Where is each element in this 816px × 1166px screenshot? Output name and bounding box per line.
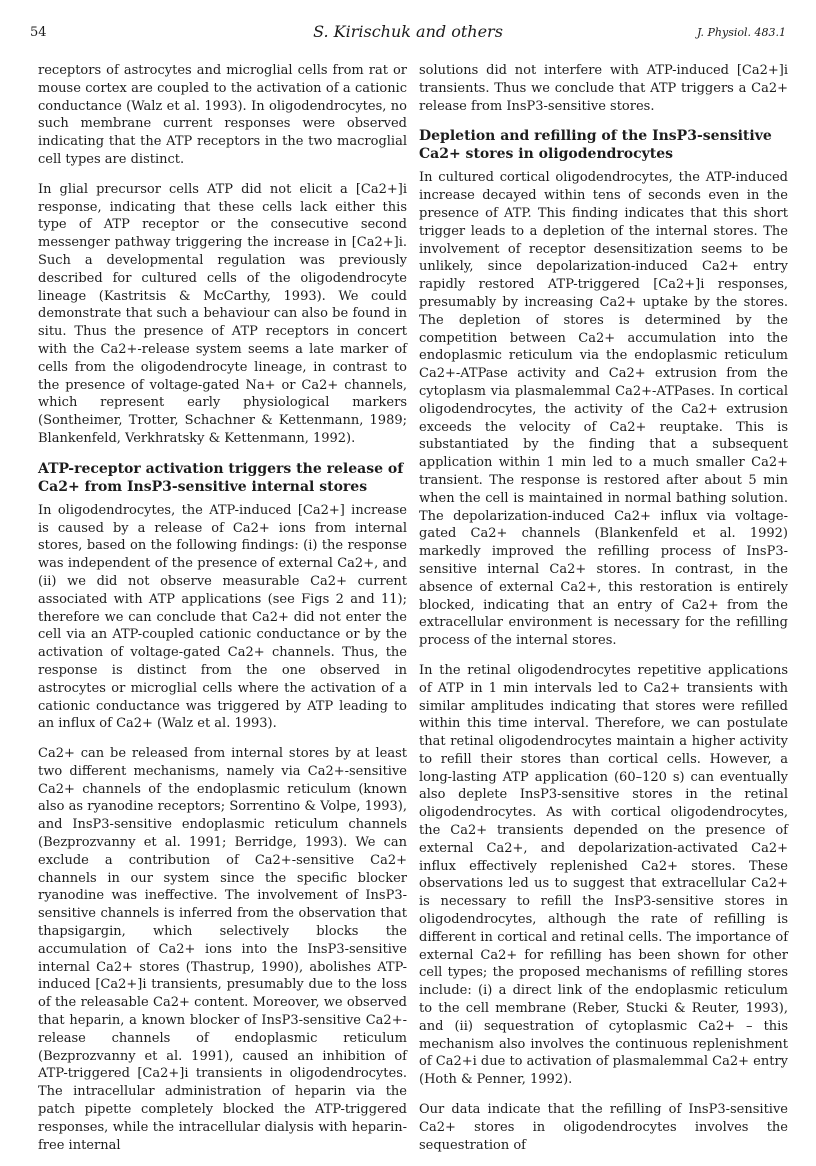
section-heading: Depletion and refilling of the InsP3-sensitive Ca2+ stores in oligodendrocytes — [419, 128, 772, 163]
section-heading: ATP-receptor activation triggers the release of Ca2+ from InsP3-sensitive internal stores — [38, 460, 404, 495]
paragraph: Ca2+ can be released from internal stores by at least two different mechanisms, namely via Ca2+-sensitive Ca2+ channels of the endoplasmic reticulum (known also as ryanodine receptors; Sorrentino & Volpe, 1993), and InsP3-sensitive endoplasmic reticulum channels (Bezprozvanny et al. 1991; Berridge, 1993). We can exclude a contribution of Ca2+-sensitive Ca2+ channels in our system since the specific blocker ryanodine was ineffective. The involvement of InsP3-sensitive channels is inferred from the observation that thapsigargin, which selectively blocks the accumulation of Ca2+ ions into the InsP3-sensitive internal Ca2+ stores (Thastrup, 1990), abolishes ATP-induced [Ca2+]i transients, presumably due to the loss of the releasable Ca2+ content. Moreover, we observed that heparin, a known blocker of InsP3-sensitive Ca2+-release channels of endoplasmic reticulum (Bezprozvanny et al. 1991), caused an inhibition of ATP-triggered [Ca2+]i transients in oligodendrocytes. The intracellular administration of heparin via the patch pipette completely blocked the ATP-triggered responses, while the intracellular dialysis with heparin-free internal — [38, 746, 407, 1153]
paragraph: Our data indicate that the refilling of InsP3-sensitive Ca2+ stores in oligodendrocytes involves the sequestration of — [419, 1102, 788, 1153]
paragraph: receptors of astrocytes and microglial cells from rat or mouse cortex are coupled to the activation of a cationic conductance (Walz et al. 1993). In oligodendrocytes, no such membrane current responses were observed indicating that the ATP receptors in the two macroglial cell types are distinct. — [38, 63, 407, 167]
page-number: 54 — [30, 25, 47, 40]
paragraph: In oligodendrocytes, the ATP-induced [Ca2+] increase is caused by a release of Ca2+ ions from internal stores, based on the following findings: (i) the response was independent of the presence of external Ca2+, and (ii) we did not observe measurable Ca2+ current associated with ATP applications (see Figs 2 and 11); therefore we can conclude that Ca2+ did not enter the cell via an ATP-coupled cationic conductance or by the activation of voltage-gated Ca2+ channels. Thus, the response is distinct from the one observed in astrocytes or microglial cells where the activation of a cationic conductance was triggered by ATP leading to an influx of Ca2+ (Walz et al. 1993). — [38, 502, 407, 732]
journal-reference: J. Physiol. 483.1 — [696, 26, 786, 39]
paragraph: In cultured cortical oligodendrocytes, the ATP-induced increase decayed within tens of seconds even in the presence of ATP. This finding indicates that this short trigger leads to a depletion of the internal stores. The involvement of receptor desensitization seems to be unlikely, since depolarization-induced Ca2+ entry rapidly restored ATP-triggered [Ca2+]i responses, presumably by increasing Ca2+ uptake by the stores. The depletion of stores is determined by the competition between Ca2+ accumulation into the endoplasmic reticulum via the endoplasmic reticulum Ca2+-ATPase activity and Ca2+ extrusion from the cytoplasm via plasmalemmal Ca2+-ATPases. In cortical oligodendrocytes, the activity of the Ca2+ extrusion exceeds the velocity of Ca2+ reuptake. This is substantiated by the finding that a subsequent application within 1 min led to a much smaller Ca2+ transient. The response is restored after about 5 min when the cell is maintained in normal bathing solution. The depolarization-induced Ca2+ influx via voltage-gated Ca2+ channels (Blankenfeld et al. 1992) markedly improved the refilling process of InsP3-sensitive internal Ca2+ stores. In contrast, in the absence of external Ca2+, this restoration is entirely blocked, indicating that an entry of Ca2+ from the extracellular environment is necessary for the refilling process of the internal stores. — [419, 170, 788, 649]
paragraph: In glial precursor cells ATP did not elicit a [Ca2+]i response, indicating that these cells lack either this type of ATP receptor or the consecutive second messenger pathway triggering the increase in [Ca2+]i. Such a developmental regulation was previously described for cultured cells of the oligodendrocyte lineage (Kastritsis & McCarthy, 1993). We could demonstrate that such a behaviour can also be found in situ. Thus the presence of ATP receptors in concert with the Ca2+-release system seems a late marker of cells from the oligodendrocyte lineage, in contrast to the presence of voltage-gated Na+ or Ca2+ channels, which represent early physiological markers (Sontheimer, Trotter, Schachner & Kettenmann, 1989; Blankenfeld, Verkhratsky & Kettenmann, 1992). — [38, 181, 407, 446]
paragraph: solutions did not interfere with ATP-induced [Ca2+]i transients. Thus we conclude that ATP triggers a Ca2+ release from InsP3-sensitive stores. — [419, 63, 788, 114]
running-title: S. Kirischuk and others — [313, 22, 503, 41]
paragraph: In the retinal oligodendrocytes repetitive applications of ATP in 1 min intervals led to Ca2+ transients with similar amplitudes indicating that stores were refilled within this time interval. Therefore, we can postulate that retinal oligodendrocytes maintain a higher activity to refill their stores than cortical cells. However, a long-lasting ATP application (60–120 s) can eventually also deplete InsP3-sensitive stores in the retinal oligodendrocytes. As with cortical oligodendrocytes, the Ca2+ transients depended on the presence of external Ca2+, and depolarization-activated Ca2+ influx effectively replenished Ca2+ stores. These observations led us to suggest that extracellular Ca2+ is necessary to refill the InsP3-sensitive stores in oligodendrocytes, although the rate of refilling is different in cortical and retinal cells. The importance of external Ca2+ for refilling has been shown for other cell types; the proposed mechanisms of refilling stores include: (i) a direct link of the endoplasmic reticulum to the cell membrane (Reber, Stucki & Reuter, 1993), and (ii) sequestration of cytoplasmic Ca2+ – this mechanism also involves the continuous replenishment of Ca2+i due to activation of plasmalemmal Ca2+ entry (Hoth & Penner, 1992). — [419, 662, 788, 1088]
page-header — [30, 22, 786, 46]
left-column — [38, 62, 407, 1166]
right-column — [419, 62, 788, 1166]
